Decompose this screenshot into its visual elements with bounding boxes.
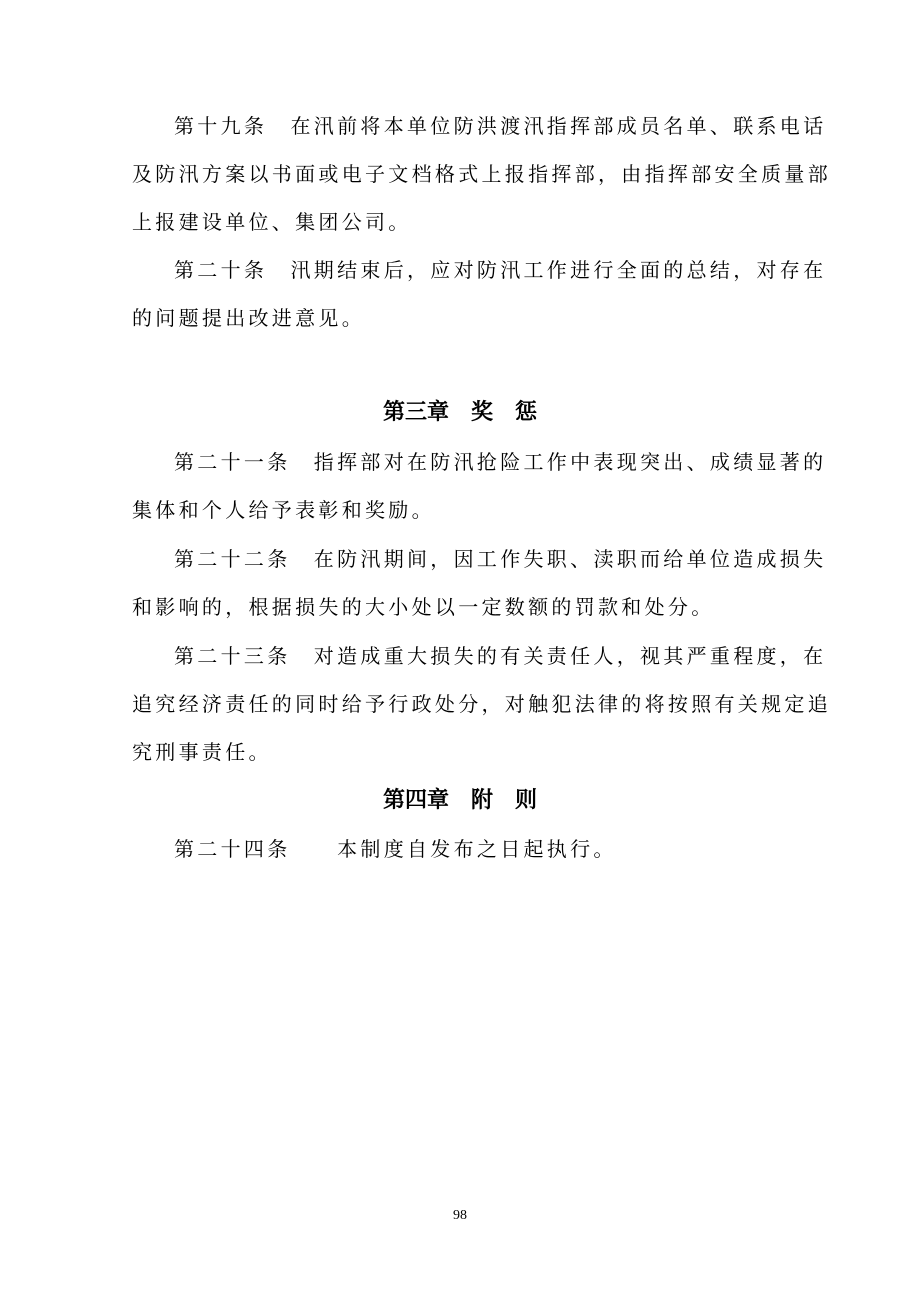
article-21-line-2: 集体和个人给予表彰和奖励。 <box>132 498 435 522</box>
article-22-line-1: 第二十二条 在防汛期间，因工作失职、渎职而给单位造成损失 <box>174 547 827 571</box>
article-19-line-3: 上报建设单位、集团公司。 <box>132 210 412 234</box>
article-23-line-1: 第二十三条 对造成重大损失的有关责任人，视其严重程度，在 <box>174 644 827 668</box>
article-21-line-1: 第二十一条 指挥部对在防汛抢险工作中表现突出、成绩显著的 <box>174 450 827 474</box>
chapter-3-heading: 第三章 奖 惩 <box>382 400 537 425</box>
article-23-line-3: 究刑事责任。 <box>132 740 272 764</box>
article-19-line-2: 及防汛方案以书面或电子文档格式上报指挥部，由指挥部安全质量部 <box>132 162 831 186</box>
chapter-4-heading: 第四章 附 则 <box>382 788 537 813</box>
article-24-line-1: 第二十四条 本制度自发布之日起执行。 <box>174 837 617 861</box>
page-number: 98 <box>453 1208 467 1223</box>
article-19-line-1: 第十九条 在汛前将本单位防洪渡汛指挥部成员名单、联系电话 <box>174 114 827 138</box>
article-23-line-2: 追究经济责任的同时给予行政处分，对触犯法律的将按照有关规定追 <box>132 692 831 716</box>
article-22-line-2: 和影响的，根据损失的大小处以一定数额的罚款和处分。 <box>132 595 715 619</box>
article-20-line-2: 的问题提出改进意见。 <box>132 306 365 330</box>
article-20-line-1: 第二十条 汛期结束后，应对防汛工作进行全面的总结，对存在 <box>174 258 827 282</box>
